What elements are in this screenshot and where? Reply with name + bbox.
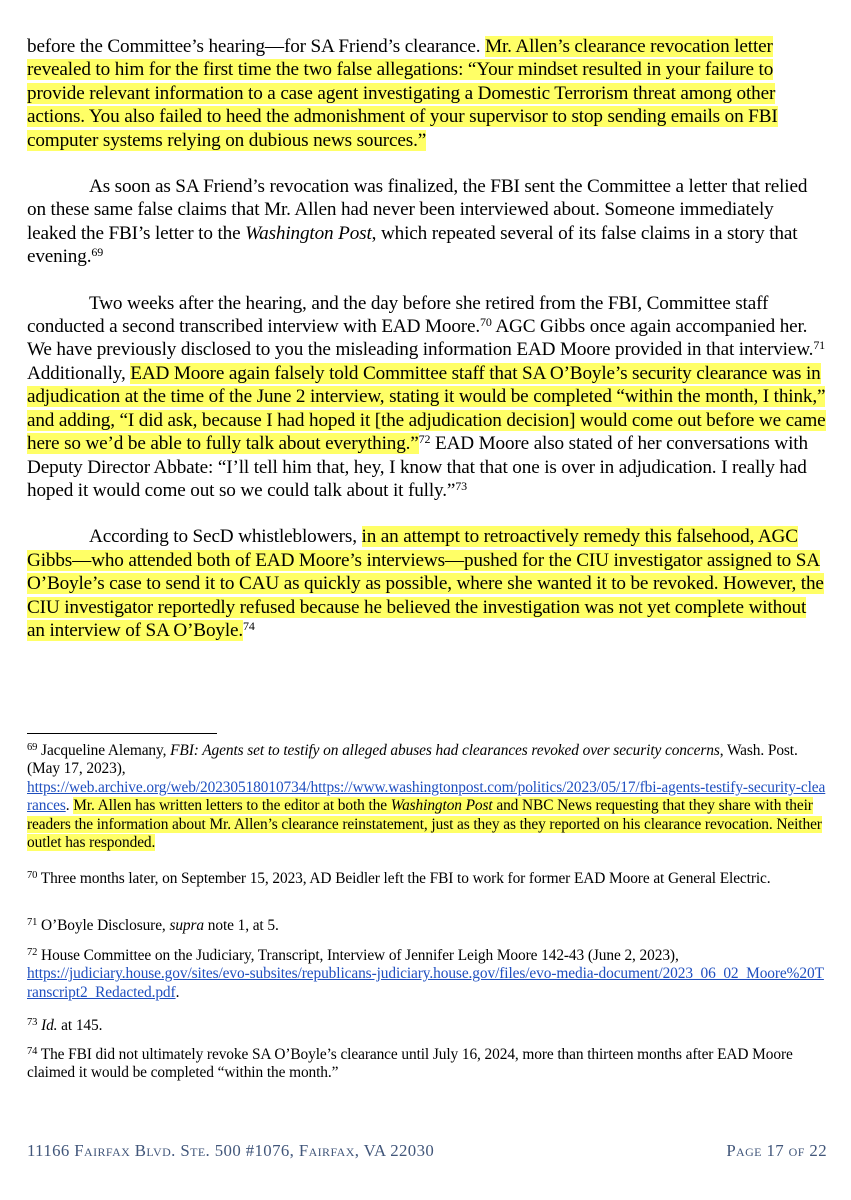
footnote-text-cont: note 1, at 5. — [204, 917, 279, 934]
footnote-italic: Id. — [41, 1017, 58, 1034]
paragraph-2-text-cont: , which repeated several of its false claims in a story that evening. — [27, 222, 798, 268]
footnote-text: The FBI did not ultimately revoke SA O’Boyle’s clearance until July 16, 2024, more than thirteen months after EAD Moore claimed it would be completed “within the month.” — [27, 1046, 793, 1082]
paragraph-3 — [27, 292, 827, 503]
footnote-70 — [27, 870, 827, 888]
article-title: FBI: Agents set to testify on alleged abuses had clearances revoked over security concerns — [170, 742, 720, 759]
paragraph-3-text: Two weeks after the hearing, and the day before she retired from the FBI, Committee staff conducted a second transcribed interview with EAD Moore. — [27, 292, 769, 338]
footnote-ref-70[interactable]: 70 — [480, 315, 492, 330]
paragraph-3-text-d: EAD Moore also stated of her conversations with Deputy Director Abbate: “I’ll tell him that, hey, I know that that one is over in adjudication. I really had hoped it would come out so we could talk about it fully.” — [27, 433, 808, 501]
footnote-text: House Committee on the Judiciary, Transcript, Interview of Jennifer Leigh Moore 142-43 (June 2, 2023), — [37, 947, 679, 964]
footnote-number: 70 — [27, 870, 38, 881]
footnote-highlight-a: Mr. Allen has written letters to the editor at both the — [73, 797, 391, 815]
highlighted-text: in an attempt to retroactively remedy this falsehood, AGC Gibbs—who attended both of EAD Moore’s interviews—pushed for the CIU investigator assigned to SA O’Boyle’s case to send it to CAU as quickly as possible, where she wanted it to be revoked. However, the CIU investigator reportedly refused because he believed the investigation was not yet complete without an interview of SA O’Boyle. — [27, 526, 824, 641]
archive-link[interactable]: https://web.archive.org/web/20230518010734/https://www.washingtonpost.com/politics/2023/05/17/fbi-agents-testify-security-clearances — [27, 778, 826, 815]
paragraph-1 — [27, 35, 827, 152]
footnote-text-c: . — [65, 797, 74, 815]
footnote-number: 71 — [27, 917, 38, 928]
footnote-text-cont: . — [175, 983, 180, 1001]
footnote-number: 74 — [27, 1046, 38, 1057]
footnote-number: 73 — [27, 1017, 38, 1028]
footnote-number: 69 — [27, 742, 38, 753]
body-text — [27, 35, 827, 642]
footnote-text: at 145. — [57, 1017, 103, 1034]
footnote-text: Jacqueline Alemany, — [37, 742, 171, 759]
paragraph-3-text-c: Additionally, — [27, 362, 131, 384]
footnote-69 — [27, 742, 827, 852]
highlighted-text: Mr. Allen’s clearance revocation letter revealed to him for the first time the two false allegations: “Your mindset resulted in your failure to provide relevant information to a case agent investigating a Domestic Terrorism threat among other actions. You also failed to heed the admonishment of your supervisor to stop sending emails on FBI computer systems relying on dubious news sources.” — [27, 36, 778, 151]
footnote-number: 72 — [27, 947, 38, 958]
footnote-74 — [27, 1046, 827, 1083]
paragraph-2-text: As soon as SA Friend’s revocation was finalized, the FBI sent the Committee a letter that relied on these same false claims that Mr. Allen had never been interviewed about. Someone immediately leaked the FBI’s letter to the — [27, 176, 808, 244]
highlighted-text: EAD Moore again falsely told Committee staff that SA O’Boyle’s security clearance was in adjudication at the time of the June 2 interview, stating it would be completed “within the month, I think,” and adding, “I did ask, because I had hoped it [the adjudication decision] would come out before we came here so we’d be able to fully talk about everything.” — [27, 362, 826, 455]
footnote-divider — [27, 733, 217, 734]
footnote-text: O’Boyle Disclosure, — [37, 917, 170, 934]
footnote-ref-72[interactable]: 72 — [418, 432, 431, 447]
paragraph-4 — [27, 525, 827, 642]
publication-title: Washington Post — [390, 797, 493, 815]
footnote-text-cont: , Wash. Post. (May 17, 2023), — [27, 742, 798, 778]
footnote-ref-69[interactable]: 69 — [91, 245, 104, 260]
paragraph-1-text: before the Committee’s hearing—for SA Friend’s clearance. — [27, 36, 486, 57]
highlighted-text — [27, 797, 822, 851]
footnote-ref-74[interactable]: 74 — [243, 618, 255, 633]
footnote-highlight-b: and NBC News requesting that they share with their readers the information about Mr. Allen’s clearance reinstatement, just as they as they reported on his clearance revocation. Neither outlet has responded. — [27, 797, 822, 852]
footer-address: 11166 Fairfax Blvd. Ste. 500 #1076, Fairfax, VA 22030 — [27, 1141, 435, 1160]
paragraph-2 — [27, 175, 827, 269]
footnote-71 — [27, 917, 827, 935]
page-number: Page 17 of 22 — [726, 1141, 827, 1160]
footnote-text: Three months later, on September 15, 2023, AD Beidler left the FBI to work for former EAD Moore at General Electric. — [37, 870, 771, 887]
footnote-73 — [27, 1017, 827, 1035]
publication-title: Washington Post — [245, 222, 372, 244]
paragraph-3-text-b: AGC Gibbs once again accompanied her. We have previously disclosed to you the misleading information EAD Moore provided in that interview. — [27, 316, 814, 361]
transcript-link[interactable]: https://judiciary.house.gov/sites/evo-subsites/republicans-judiciary.house.gov/files/evo-media-document/2023_06_02_Moore%20Transcript2_Redacted.pdf — [27, 965, 824, 1001]
footnote-72 — [27, 947, 827, 1002]
footnote-italic: supra — [169, 917, 205, 934]
footnote-ref-73[interactable]: 73 — [455, 478, 467, 493]
paragraph-4-text: According to SecD whistleblowers, — [89, 526, 362, 548]
footnote-ref-71[interactable]: 71 — [813, 338, 826, 353]
